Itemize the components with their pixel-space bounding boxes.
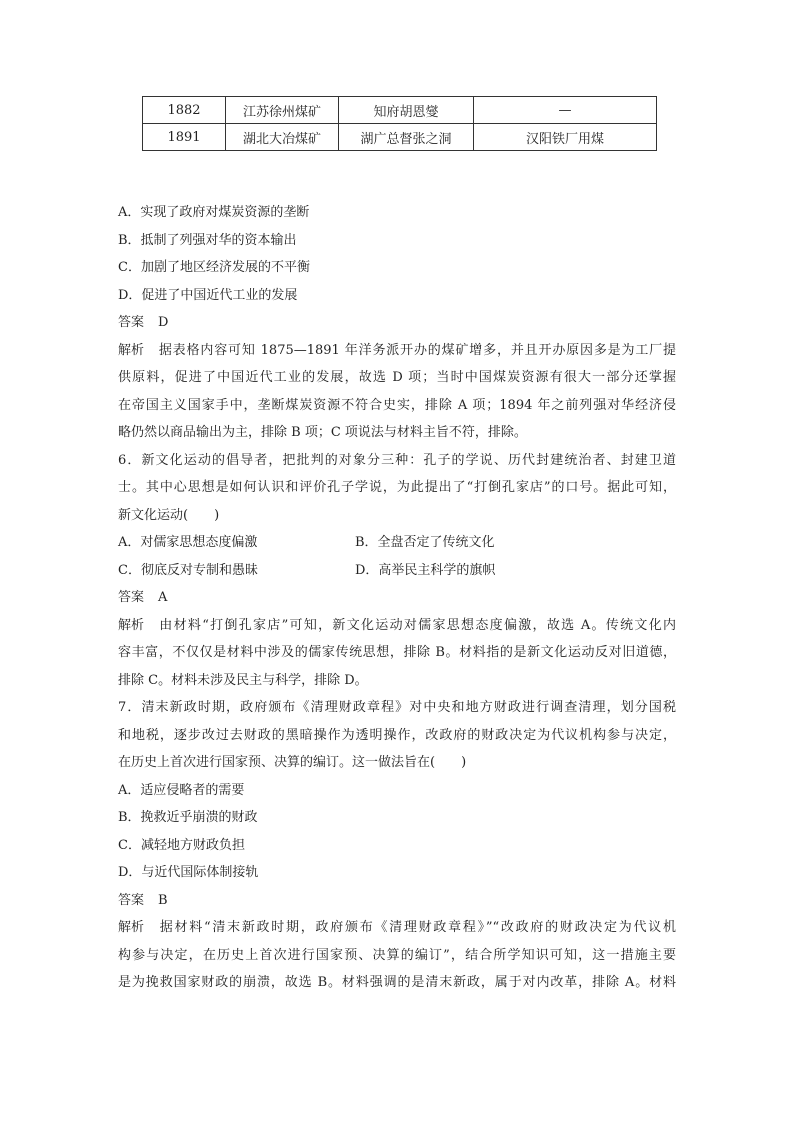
q5-analysis-line xyxy=(118,337,676,365)
q7-stem-line: 7．清末新政时期，政府颁布《清理财政章程》对中央和地方财政进行调查清理，划分国税 xyxy=(118,700,676,715)
table-cell-purpose: — xyxy=(474,97,657,124)
q6-option-row xyxy=(118,529,676,557)
q6-option-row xyxy=(118,557,676,585)
table-cell-mine: 湖北大冶煤矿 xyxy=(226,124,339,151)
q7-option-b: B．挽救近乎崩溃的财政 xyxy=(118,810,258,825)
q6-analysis-line: 排除 C。材料未涉及民主与科学，排除 D。 xyxy=(118,672,368,688)
analysis-text: 据材料“清末新政时期，政府颁布《清理财政章程》”“改政府的财政决定为代议机 xyxy=(158,920,676,935)
q7-option-c: C．减轻地方财政负担 xyxy=(118,837,245,853)
analysis-text: 由材料“打倒孔家店”可知，新文化运动对儒家思想态度偏激，故选 A。传统文化内 xyxy=(158,617,676,633)
q5-analysis-line: 在帝国主义国家手中，垄断煤炭资源不符合史实，排除 A 项；1894 年之前列强对华经济侵 xyxy=(118,397,676,413)
analysis-label: 解析 xyxy=(118,920,145,935)
q6-analysis-line: 容丰富，不仅仅是材料中涉及的儒家传统思想，排除 B。材料指的是新文化运动反对旧道德， xyxy=(118,645,676,660)
table-cell-year: 1891 xyxy=(143,124,226,151)
q6-analysis-line xyxy=(118,612,676,640)
table-cell-purpose: 汉阳铁厂用煤 xyxy=(474,124,657,151)
answer-value: D xyxy=(158,315,169,330)
q5-answer xyxy=(118,309,676,337)
table-cell-year: 1882 xyxy=(143,97,226,124)
q6-stem-line: 6．新文化运动的倡导者，把批判的对象分三种：孔子的学说、历代封建统治者、封建卫道 xyxy=(118,452,676,468)
table-row xyxy=(143,97,657,124)
table-row xyxy=(143,124,657,151)
q5-option-c: C．加剧了地区经济发展的不平衡 xyxy=(118,260,310,275)
q5-option-d: D．促进了中国近代工业的发展 xyxy=(118,287,298,303)
q5-analysis-line: 略仍然以商品输出为主，排除 B 项；C 项说法与材料主旨不符，排除。 xyxy=(118,425,527,440)
analysis-label: 解析 xyxy=(118,617,145,633)
q7-analysis-line: 是为挽救国家财政的崩溃，故选 B。材料强调的是清末新政，属于对内改革，排除 A。材料 xyxy=(118,975,676,990)
q6-option-d: D．高举民主科学的旗帜 xyxy=(355,562,496,578)
q7-analysis-line: 构参与决定，在历史上首次进行国家预、决算的编订”，结合所学知识可知，这一措施主要 xyxy=(118,947,676,963)
analysis-label: 解析 xyxy=(118,342,145,358)
q6-option-a: A．对儒家思想态度偏激 xyxy=(118,535,258,550)
answer-label: 答案 xyxy=(118,315,145,330)
q6-option-c: C．彻底反对专制和愚昧 xyxy=(118,562,258,578)
answer-value: B xyxy=(158,892,168,908)
answer-value: A xyxy=(158,590,168,605)
answer-label: 答案 xyxy=(118,590,145,605)
answer-label: 答案 xyxy=(118,892,145,908)
coal-mine-table xyxy=(142,96,652,151)
q7-option-d: D．与近代国际体制接轨 xyxy=(118,865,259,880)
table-cell-founder: 湖广总督张之洞 xyxy=(339,124,474,151)
q5-option-a: A．实现了政府对煤炭资源的垄断 xyxy=(118,205,310,220)
q5-analysis-line: 供原料，促进了中国近代工业的发展，故选 D 项；当时中国煤炭资源有很大一部分还掌握 xyxy=(118,370,676,385)
q6-stem-line: 新文化运动( ) xyxy=(118,507,220,523)
q6-stem-line: 士。其中心思想是如何认识和评价孔子学说，为此提出了“打倒孔家店”的口号。据此可知， xyxy=(118,480,676,495)
page-content xyxy=(118,199,676,997)
q7-answer xyxy=(118,887,676,915)
table-cell-mine: 江苏徐州煤矿 xyxy=(226,97,339,124)
table-cell-founder: 知府胡恩燮 xyxy=(339,97,474,124)
q6-answer xyxy=(118,584,676,612)
q7-stem-line: 和地税，逐步改过去财政的黑暗操作为透明操作，改政府的财政决定为代议机构参与决定， xyxy=(118,727,676,743)
q6-option-b: B．全盘否定了传统文化 xyxy=(355,535,495,550)
q7-stem-line: 在历史上首次进行国家预、决算的编订。这一做法旨在( ) xyxy=(118,755,467,770)
q7-analysis-line xyxy=(118,914,676,942)
analysis-text: 据表格内容可知 1875—1891 年洋务派开办的煤矿增多，并且开办原因多是为工厂提 xyxy=(158,342,676,358)
q7-option-a: A．适应侵略者的需要 xyxy=(118,782,245,798)
q5-option-b: B．抵制了列强对华的资本输出 xyxy=(118,232,297,248)
